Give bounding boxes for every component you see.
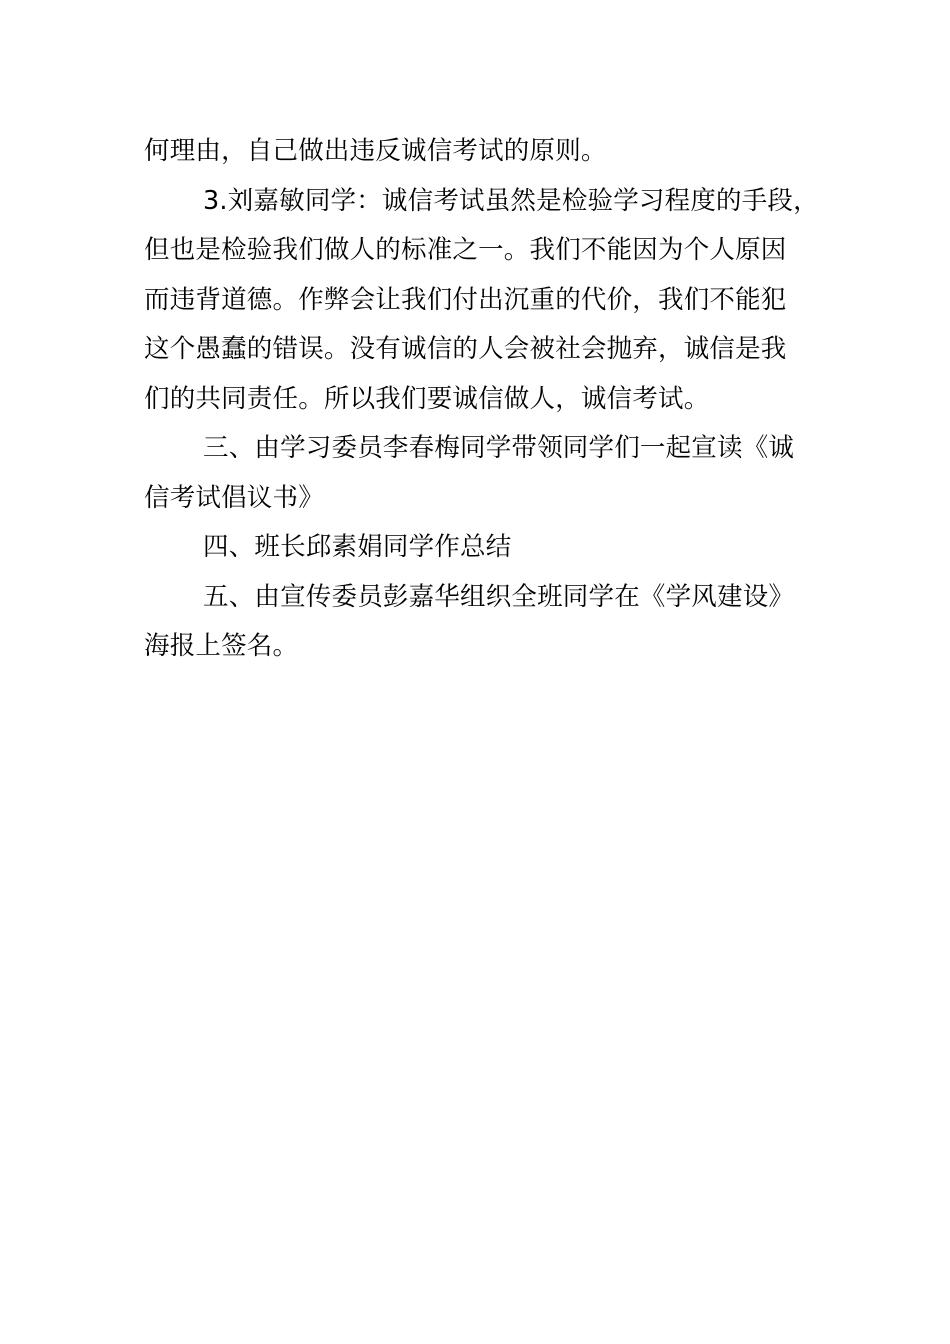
paragraph-line: 三、由学习委员李春梅同学带领同学们一起宣读《诚 [203, 433, 795, 463]
paragraph-line: 而违背道德。作弊会让我们付出沉重的代价，我们不能犯 [144, 285, 787, 315]
paragraph-line: 但也是检验我们做人的标准之一。我们不能因为个人原因 [144, 235, 787, 265]
paragraph-line: 们的共同责任。所以我们要诚信做人，诚信考试。 [144, 384, 710, 414]
paragraph-line: 四、班长邱素娟同学作总结 [203, 532, 512, 562]
paragraph-line: 五、由宣传委员彭嘉华组织全班同学在《学风建设》 [203, 582, 795, 612]
paragraph-line: 3.刘嘉敏同学：诚信考试虽然是检验学习程度的手段， [203, 186, 819, 216]
paragraph-line: 海报上签名。 [144, 631, 299, 661]
paragraph-line: 这个愚蠢的错误。没有诚信的人会被社会抛弃，诚信是我 [144, 334, 787, 364]
paragraph-line: 信考试倡议书》 [144, 483, 324, 513]
paragraph-line: 何理由，自己做出违反诚信考试的原则。 [144, 136, 607, 166]
